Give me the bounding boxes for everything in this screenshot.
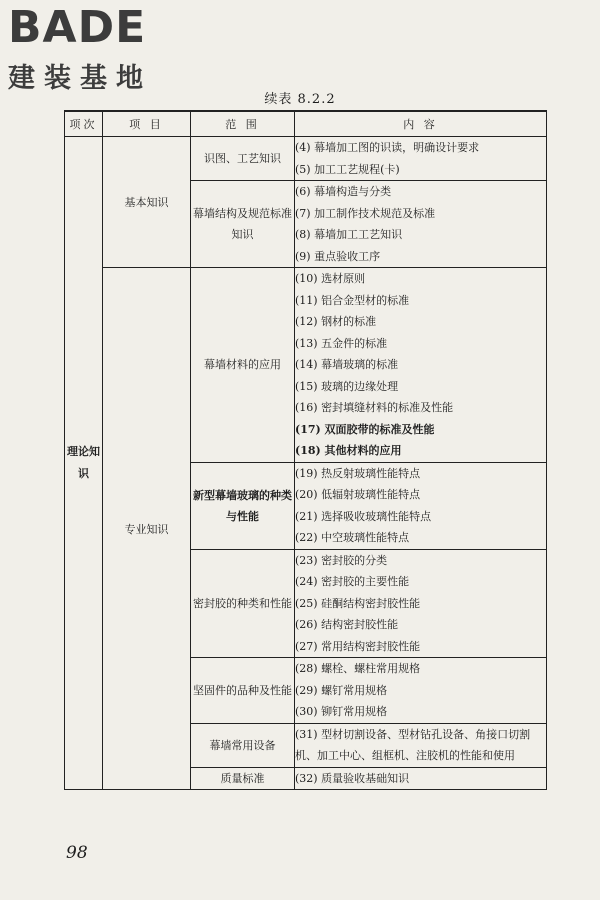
content-line: (13) 五金件的标准 (295, 336, 388, 350)
content-cell (295, 268, 547, 463)
knowledge-table (64, 110, 547, 790)
header-index: 项次 (65, 111, 103, 137)
table-row (65, 268, 547, 463)
content-line: (32) 质量验收基础知识 (295, 771, 410, 785)
header-item: 项 目 (103, 111, 191, 137)
content-line: (21) 选择吸收玻璃性能特点 (295, 509, 432, 523)
range-cell: 质量标准 (191, 767, 295, 790)
content-line: (9) 重点验收工序 (295, 249, 381, 263)
content-line: (18) 其他材料的应用 (295, 444, 402, 457)
content-cell (295, 181, 547, 268)
content-line: (27) 常用结构密封胶性能 (295, 639, 421, 653)
content-line: (29) 螺钉常用规格 (295, 683, 388, 697)
item-cell: 基本知识 (103, 137, 191, 268)
content-line: (24) 密封胶的主要性能 (295, 575, 410, 588)
content-cell (295, 549, 547, 658)
logo-brand: BADE (8, 2, 147, 53)
content-line: (15) 玻璃的边缘处理 (295, 379, 399, 393)
table-body (65, 137, 547, 790)
content-cell (295, 767, 547, 790)
content-line: (20) 低辐射玻璃性能特点 (295, 488, 421, 501)
content-line: (19) 热反射玻璃性能特点 (295, 466, 421, 480)
range-cell: 幕墙常用设备 (191, 723, 295, 767)
range-cell: 密封胶的种类和性能 (191, 549, 295, 658)
content-line: (23) 密封胶的分类 (295, 553, 388, 567)
item-cell: 专业知识 (103, 268, 191, 790)
content-line: (5) 加工工艺规程(卡) (295, 162, 400, 176)
page-number: 98 (66, 843, 88, 863)
category-cell: 理论知识 (65, 137, 103, 790)
content-line: (28) 螺栓、螺柱常用规格 (295, 662, 421, 675)
content-line: (8) 幕墙加工工艺知识 (295, 228, 403, 241)
content-line: (11) 铝合金型材的标准 (295, 293, 410, 307)
content-cell (295, 723, 547, 767)
content-line: (17) 双面胶带的标准及性能 (295, 422, 435, 436)
table-caption: 续表 8.2.2 (264, 92, 336, 107)
content-line: (16) 密封填缝材料的标准及性能 (295, 401, 454, 414)
content-line: (25) 硅酮结构密封胶性能 (295, 596, 421, 610)
logo-subtitle: 建装基地 (8, 63, 152, 94)
range-cell: 幕墙结构及规范标准知识 (191, 181, 295, 268)
range-cell: 幕墙材料的应用 (191, 268, 295, 463)
content-line: (12) 钢材的标准 (295, 315, 377, 328)
content-line: (4) 幕墙加工图的识读，明确设计要求 (295, 141, 480, 154)
content-line: (7) 加工制作技术规范及标准 (295, 206, 436, 220)
content-line: (22) 中空玻璃性能特点 (295, 531, 410, 544)
range-cell: 识图、工艺知识 (191, 137, 295, 181)
content-line: (31) 型材切割设备、型材钻孔设备、角接口切割机、加工中心、组框机、注胶机的性能和使用 (295, 727, 531, 762)
table-header-row (65, 111, 547, 137)
table-row (65, 137, 547, 181)
range-cell: 坚固件的品种及性能 (191, 658, 295, 724)
content-cell (295, 137, 547, 181)
content-line: (6) 幕墙构造与分类 (295, 185, 392, 198)
header-range: 范 围 (191, 111, 295, 137)
content-line: (14) 幕墙玻璃的标准 (295, 358, 399, 371)
content-line: (10) 选材原则 (295, 272, 366, 285)
content-line: (30) 铆钉常用规格 (295, 705, 388, 718)
content-cell (295, 658, 547, 724)
header-content: 内 容 (295, 111, 547, 137)
range-cell: 新型幕墙玻璃的种类与性能 (191, 462, 295, 549)
bade-logo (8, 2, 152, 95)
content-cell (295, 462, 547, 549)
content-line: (26) 结构密封胶性能 (295, 618, 399, 631)
